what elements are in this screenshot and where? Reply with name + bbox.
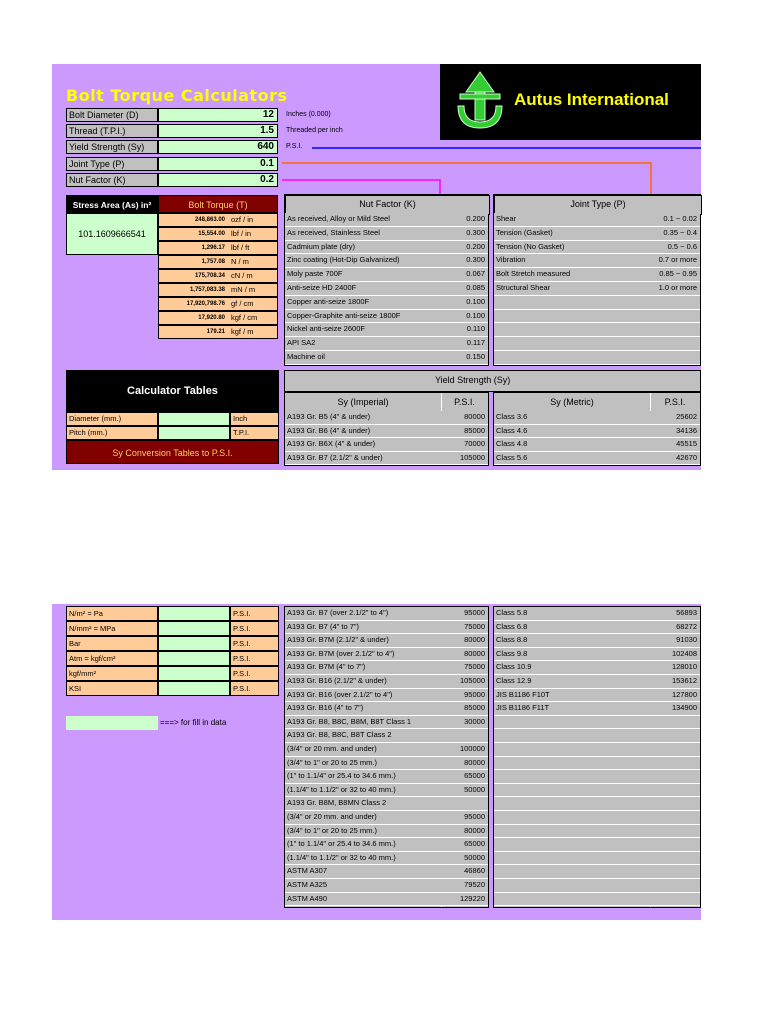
sy-imperial-row	[285, 838, 488, 852]
nut-factor-name: Machine oil	[287, 352, 325, 361]
sy-imperial-name: (1.1/4" to 1.1/2" or 32 to 40 mm.)	[287, 784, 396, 794]
sy-imperial-value: 129220	[459, 893, 485, 903]
torque-value: 1,757.08	[201, 259, 225, 265]
nut-factor-row	[285, 254, 488, 268]
torque-unit: kgf / m	[231, 327, 254, 336]
sy-imperial-table	[284, 392, 489, 466]
sy-metric-row	[494, 648, 700, 662]
joint-type-name: Structural Shear	[496, 283, 551, 292]
app-title: Bolt Torque Calculators	[66, 86, 288, 105]
sy-imperial-name: ASTM A490	[287, 893, 328, 903]
sy-imperial-value: 80000	[464, 825, 485, 835]
sy-metric-row	[494, 452, 700, 466]
torque-unit: ozf / in	[231, 215, 254, 224]
sy-metric-row	[494, 770, 700, 784]
bolt-torque-results	[158, 213, 278, 339]
joint-type-value: 0.35 ~ 0.4	[663, 227, 697, 237]
joint-type-name: Vibration	[496, 255, 526, 265]
sy-imperial-row	[285, 770, 488, 784]
sy-imperial-value: 79520	[464, 880, 485, 889]
nut-factor-value: 0.300	[466, 255, 485, 265]
sy-imperial-value: 65000	[464, 839, 485, 849]
sy-imperial-row	[285, 852, 488, 866]
joint-type-name: Bolt Stretch measured	[496, 269, 571, 279]
nut-factor-value: 0.200	[466, 241, 485, 251]
sy-imperial-row	[285, 893, 488, 907]
torque-row	[158, 227, 278, 241]
torque-value: 179.21	[206, 329, 225, 335]
nut-factor-row	[285, 282, 488, 296]
sy-imperial-row	[285, 729, 488, 743]
input-field[interactable]: 1.5	[158, 124, 278, 138]
sy-imperial-row	[285, 743, 488, 757]
conversion-label: Atm = kgf/cm²	[66, 651, 158, 666]
joint-type-row	[494, 337, 700, 351]
stress-area-value: 101.1609666541	[67, 214, 157, 254]
conversion-label: KSI	[66, 681, 158, 696]
nut-factor-value: 0.100	[466, 310, 485, 320]
sy-imperial-name: (1.1/4" to 1.1/2" or 32 to 40 mm.)	[287, 852, 396, 862]
sy-imperial-name: A193 Gr. B5 (4" & under)	[287, 412, 371, 421]
joint-type-name: Tension (Gasket)	[496, 227, 553, 237]
torque-row	[158, 213, 278, 227]
nut-factor-row	[285, 351, 488, 365]
conversion-unit: P.S.I.	[230, 621, 279, 636]
joint-type-row	[494, 310, 700, 324]
joint-type-row	[494, 254, 700, 268]
sy-metric-value: 153612	[671, 676, 697, 685]
torque-row	[158, 325, 278, 339]
conversion-input[interactable]	[158, 636, 230, 651]
sy-imperial-name: A193 Gr. B7 (4" to 7")	[287, 621, 360, 631]
sy-imperial-psi-header: P.S.I.	[441, 393, 488, 412]
input-field[interactable]: 0.2	[158, 173, 278, 187]
nut-factor-row	[285, 337, 488, 351]
joint-type-row	[494, 213, 700, 227]
sy-imperial-table-continued	[284, 606, 489, 908]
input-unit: Inches (0.000)	[286, 111, 331, 118]
joint-type-value: 1.0 or more	[658, 283, 697, 292]
sy-imperial-row	[285, 621, 488, 635]
nut-factor-name: Copper-Graphite anti-seize 1800F	[287, 310, 401, 320]
sy-imperial-name: ASTM A325	[287, 880, 328, 889]
sy-imperial-header: Sy (Imperial)	[285, 393, 441, 412]
joint-type-row	[494, 323, 700, 337]
sy-imperial-row	[285, 811, 488, 825]
calc-table-label: Diameter (mm.)	[66, 412, 158, 426]
nut-factor-name: As received, Alloy or Mild Steel	[287, 214, 390, 223]
company-name: Autus International	[514, 90, 669, 109]
input-label: Yield Strength (Sy)	[66, 140, 158, 154]
torque-value: 15,554.00	[198, 231, 225, 237]
torque-value: 1,296.17	[201, 245, 225, 251]
sy-imperial-value: 100000	[459, 744, 485, 753]
sy-imperial-name: (3/4" to 1" or 20 to 25 mm.)	[287, 825, 377, 835]
stress-area-box	[66, 195, 158, 255]
conversion-input[interactable]	[158, 606, 230, 621]
torque-unit: lbf / ft	[231, 243, 250, 252]
calc-table-unit: T.P.I.	[230, 426, 279, 440]
sy-imperial-value: 50000	[464, 784, 485, 794]
input-label: Thread (T.P.I.)	[66, 124, 158, 138]
sy-imperial-row	[285, 661, 488, 675]
conversion-unit: P.S.I.	[230, 681, 279, 696]
sy-metric-table-continued	[493, 606, 701, 908]
sy-metric-table	[493, 392, 701, 466]
torque-row	[158, 269, 278, 283]
sy-imperial-value: 80000	[464, 757, 485, 767]
nut-factor-row	[285, 227, 488, 241]
sy-metric-value: 56893	[676, 608, 697, 617]
sy-imperial-name: A193 Gr. B8M, B8MN Class 2	[287, 798, 387, 808]
nut-factor-header: Nut Factor (K)	[285, 195, 490, 215]
sy-metric-value: 102408	[671, 648, 697, 658]
conversion-unit: P.S.I.	[230, 636, 279, 651]
sy-imperial-row	[285, 411, 488, 425]
input-field[interactable]: 12	[158, 108, 278, 122]
nut-factor-row	[285, 296, 488, 310]
torque-row	[158, 255, 278, 269]
joint-type-row	[494, 241, 700, 255]
torque-row	[158, 311, 278, 325]
sy-imperial-name: A193 Gr. B7M (2.1/2" & under)	[287, 635, 389, 645]
sy-metric-psi-header: P.S.I.	[650, 393, 700, 412]
input-unit: P.S.I.	[286, 143, 303, 151]
sy-metric-row	[494, 852, 700, 866]
sy-imperial-row	[285, 607, 488, 621]
sy-imperial-name: A193 Gr. B8, B8C, B8T Class 2	[287, 730, 392, 740]
sy-metric-value: 25602	[676, 412, 697, 421]
torque-unit: kgf / cm	[231, 313, 258, 322]
legend-swatch	[66, 716, 158, 730]
joint-type-name: Tension (No Gasket)	[496, 241, 565, 251]
calc-table-label: Pitch (mm.)	[66, 426, 158, 440]
sy-metric-name: Class 3.6	[496, 412, 528, 421]
nut-factor-name: Moly paste 700F	[287, 269, 343, 279]
input-unit: Threaded per inch	[286, 127, 343, 135]
conversion-label: kgf/mm²	[66, 666, 158, 681]
sy-imperial-value: 95000	[464, 608, 485, 617]
sy-imperial-name: (3/4" to 1" or 20 to 25 mm.)	[287, 757, 377, 767]
sy-imperial-name: A193 Gr. B6X (4" & under)	[287, 439, 376, 448]
sy-imperial-row	[285, 634, 488, 648]
sy-imperial-name: ASTM A307	[287, 866, 328, 876]
sy-metric-value: 91030	[676, 635, 697, 645]
joint-type-row	[494, 268, 700, 282]
torque-value: 17,920.80	[198, 315, 225, 321]
torque-value: 175,708.34	[194, 273, 225, 279]
stress-area-label: Stress Area (As) in²	[67, 196, 157, 214]
sy-metric-row	[494, 757, 700, 771]
nut-factor-name: Anti-seize HD 2400F	[287, 283, 357, 292]
nut-factor-table	[284, 194, 489, 366]
sy-metric-row	[494, 716, 700, 730]
torque-value: 248,863.00	[194, 217, 225, 223]
sy-imperial-value: 50000	[464, 852, 485, 862]
nut-factor-value: 0.100	[466, 296, 485, 306]
sy-imperial-row	[285, 865, 488, 879]
torque-unit: N / m	[231, 257, 249, 266]
joint-type-value: 0.1 ~ 0.02	[663, 214, 697, 223]
conversion-unit: P.S.I.	[230, 606, 279, 621]
sy-imperial-value: 65000	[464, 771, 485, 781]
sy-metric-name: Class 4.8	[496, 439, 528, 448]
yield-strength-title: Yield Strength (Sy)	[435, 375, 511, 385]
sy-imperial-value: 95000	[464, 812, 485, 821]
sy-imperial-name: (3/4" or 20 mm. and under)	[287, 744, 377, 753]
sy-imperial-row	[285, 452, 488, 466]
sy-imperial-row	[285, 757, 488, 771]
sy-metric-row	[494, 811, 700, 825]
joint-type-value: 0.85 ~ 0.95	[659, 269, 697, 279]
sy-metric-row	[494, 634, 700, 648]
sy-metric-row	[494, 784, 700, 798]
sy-metric-name: JIS B1186 F10T	[496, 689, 550, 699]
sy-imperial-row	[285, 675, 488, 689]
nut-factor-value: 0.117	[466, 338, 485, 348]
sy-imperial-name: (1" to 1.1/4" or 25.4 to 34.6 mm.)	[287, 839, 396, 849]
sy-metric-value: 68272	[676, 621, 697, 631]
joint-type-row	[494, 351, 700, 365]
sy-imperial-name: A193 Gr. B6 (4" & under)	[287, 425, 371, 435]
joint-type-value: 0.5 ~ 0.6	[667, 241, 697, 251]
calculator-tables-title: Calculator Tables	[66, 370, 279, 412]
legend-text: ===> for fill in data	[160, 718, 227, 727]
sy-metric-row	[494, 689, 700, 703]
joint-type-row	[494, 282, 700, 296]
nut-factor-name: API SA2	[287, 338, 316, 348]
sy-metric-row	[494, 675, 700, 689]
calc-table-input[interactable]	[158, 426, 230, 440]
nut-factor-value: 0.200	[466, 214, 485, 223]
sy-metric-row	[494, 607, 700, 621]
input-label: Nut Factor (K)	[66, 173, 158, 187]
torque-unit: mN / m	[231, 285, 256, 294]
sy-metric-name: Class 9.8	[496, 648, 528, 658]
sy-imperial-value: 95000	[464, 689, 485, 699]
sy-metric-name: Class 8.8	[496, 635, 528, 645]
sy-metric-row	[494, 743, 700, 757]
sy-imperial-value: 80000	[464, 635, 485, 645]
nut-factor-row	[285, 241, 488, 255]
sy-imperial-name: A193 Gr. B16 (4" to 7")	[287, 703, 364, 713]
joint-type-table	[493, 194, 701, 366]
sy-imperial-row	[285, 689, 488, 703]
sy-metric-row	[494, 425, 700, 439]
input-label: Joint Type (P)	[66, 157, 158, 171]
sy-imperial-name: A193 Gr. B8, B8C, B8M, B8T Class 1	[287, 716, 412, 726]
input-label: Bolt Diameter (D)	[66, 108, 158, 122]
sy-imperial-name: A193 Gr. B16 (2.1/2" & under)	[287, 676, 387, 685]
conversion-input[interactable]	[158, 666, 230, 681]
conversion-unit: P.S.I.	[230, 651, 279, 666]
nut-factor-value: 0.085	[466, 283, 485, 292]
joint-type-header: Joint Type (P)	[494, 195, 702, 215]
joint-type-row	[494, 227, 700, 241]
sy-metric-row	[494, 797, 700, 811]
sy-imperial-name: A193 Gr. B7 (2.1/2" & under)	[287, 452, 383, 462]
yield-strength-header	[284, 370, 701, 392]
joint-type-value: 0.7 or more	[658, 255, 697, 265]
sy-metric-value: 128010	[671, 662, 697, 672]
sy-metric-row	[494, 438, 700, 452]
sy-imperial-row	[285, 716, 488, 730]
sy-imperial-value: 80000	[464, 412, 485, 421]
sy-metric-name: Class 5.8	[496, 608, 528, 617]
sy-metric-row	[494, 729, 700, 743]
sy-imperial-row	[285, 648, 488, 662]
joint-type-name: Shear	[496, 214, 517, 223]
sy-metric-row	[494, 702, 700, 716]
torque-value: 17,920,798.76	[186, 301, 225, 307]
sy-imperial-value: 30000	[464, 716, 485, 726]
calc-table-input[interactable]	[158, 412, 230, 426]
sy-metric-row	[494, 825, 700, 839]
sy-metric-row	[494, 621, 700, 635]
nut-factor-name: Zinc coating (Hot-Dip Galvanized)	[287, 255, 400, 265]
input-field[interactable]: 0.1	[158, 157, 278, 171]
conversion-input[interactable]	[158, 621, 230, 636]
sy-metric-row	[494, 661, 700, 675]
sy-metric-value: 134900	[671, 703, 697, 713]
sy-metric-row	[494, 879, 700, 893]
conversion-label: N/m² = Pa	[66, 606, 158, 621]
sy-imperial-name: A193 Gr. B16 (over 2.1/2" to 4")	[287, 689, 393, 699]
nut-factor-name: Cadmium plate (dry)	[287, 241, 355, 251]
sy-imperial-row	[285, 879, 488, 893]
sy-metric-value: 42670	[676, 452, 697, 462]
sy-metric-row	[494, 411, 700, 425]
nut-factor-name: Copper anti-seize 1800F	[287, 296, 370, 306]
nut-factor-row	[285, 213, 488, 227]
nut-factor-name: Nickel anti-seize 2600F	[287, 324, 365, 334]
sy-metric-value: 45515	[676, 439, 697, 448]
torque-unit: gf / cm	[231, 299, 254, 308]
sy-imperial-name: A193 Gr. B7M (over 2.1/2" to 4")	[287, 648, 395, 658]
conversion-input[interactable]	[158, 651, 230, 666]
sy-imperial-row	[285, 825, 488, 839]
torque-row	[158, 283, 278, 297]
sy-imperial-value: 105000	[459, 452, 485, 462]
sy-imperial-row	[285, 784, 488, 798]
nut-factor-row	[285, 268, 488, 282]
nut-factor-value: 0.110	[466, 324, 485, 334]
sy-imperial-value: 75000	[464, 621, 485, 631]
joint-type-row	[494, 296, 700, 310]
sy-imperial-name: (1" to 1.1/4" or 25.4 to 34.6 mm.)	[287, 771, 396, 781]
sy-imperial-value: 46860	[464, 866, 485, 876]
sy-imperial-row	[285, 438, 488, 452]
sy-imperial-row	[285, 702, 488, 716]
torque-unit: cN / m	[231, 271, 253, 280]
bolt-torque-header: Bolt Torque (T)	[158, 195, 278, 213]
sy-metric-row	[494, 838, 700, 852]
sy-imperial-value: 75000	[464, 662, 485, 672]
torque-value: 1,757,083.38	[189, 287, 225, 293]
sy-imperial-row	[285, 425, 488, 439]
sy-metric-name: Class 4.6	[496, 425, 528, 435]
sy-imperial-value: 85000	[464, 703, 485, 713]
sy-metric-header: Sy (Metric)	[494, 393, 650, 412]
conversion-unit: P.S.I.	[230, 666, 279, 681]
nut-factor-row	[285, 310, 488, 324]
nut-factor-value: 0.300	[466, 227, 485, 237]
sy-metric-name: Class 10.9	[496, 662, 532, 672]
sy-metric-row	[494, 865, 700, 879]
sy-metric-name: Class 12.9	[496, 676, 532, 685]
sy-metric-name: Class 6.8	[496, 621, 528, 631]
sy-imperial-name: (3/4" or 20 mm. and under)	[287, 812, 377, 821]
torque-row	[158, 297, 278, 311]
nut-factor-value: 0.150	[466, 352, 485, 361]
sy-imperial-value: 85000	[464, 425, 485, 435]
sy-metric-row	[494, 893, 700, 907]
sy-metric-value: 34136	[676, 425, 697, 435]
sy-imperial-value: 105000	[459, 676, 485, 685]
conversion-input[interactable]	[158, 681, 230, 696]
sy-imperial-name: A193 Gr. B7M (4" to 7")	[287, 662, 366, 672]
sy-conversion-button[interactable]: Sy Conversion Tables to P.S.I.	[66, 440, 279, 464]
torque-unit: lbf / in	[231, 229, 252, 238]
conversion-label: Bar	[66, 636, 158, 651]
sy-metric-name: JIS B1186 F11T	[496, 703, 550, 713]
sy-metric-name: Class 5.6	[496, 452, 528, 462]
sy-imperial-value: 80000	[464, 648, 485, 658]
nut-factor-name: As received, Stainless Steel	[287, 227, 380, 237]
sy-imperial-value: 70000	[464, 439, 485, 448]
calc-table-unit: Inch	[230, 412, 279, 426]
input-field[interactable]: 640	[158, 140, 278, 154]
nut-factor-row	[285, 323, 488, 337]
conversion-label: N/mm² = MPa	[66, 621, 158, 636]
nut-factor-value: 0.067	[466, 269, 485, 279]
torque-row	[158, 241, 278, 255]
sy-imperial-name: A193 Gr. B7 (over 2.1/2" to 4")	[287, 608, 389, 617]
sy-imperial-row	[285, 797, 488, 811]
sy-metric-value: 127800	[671, 689, 697, 699]
